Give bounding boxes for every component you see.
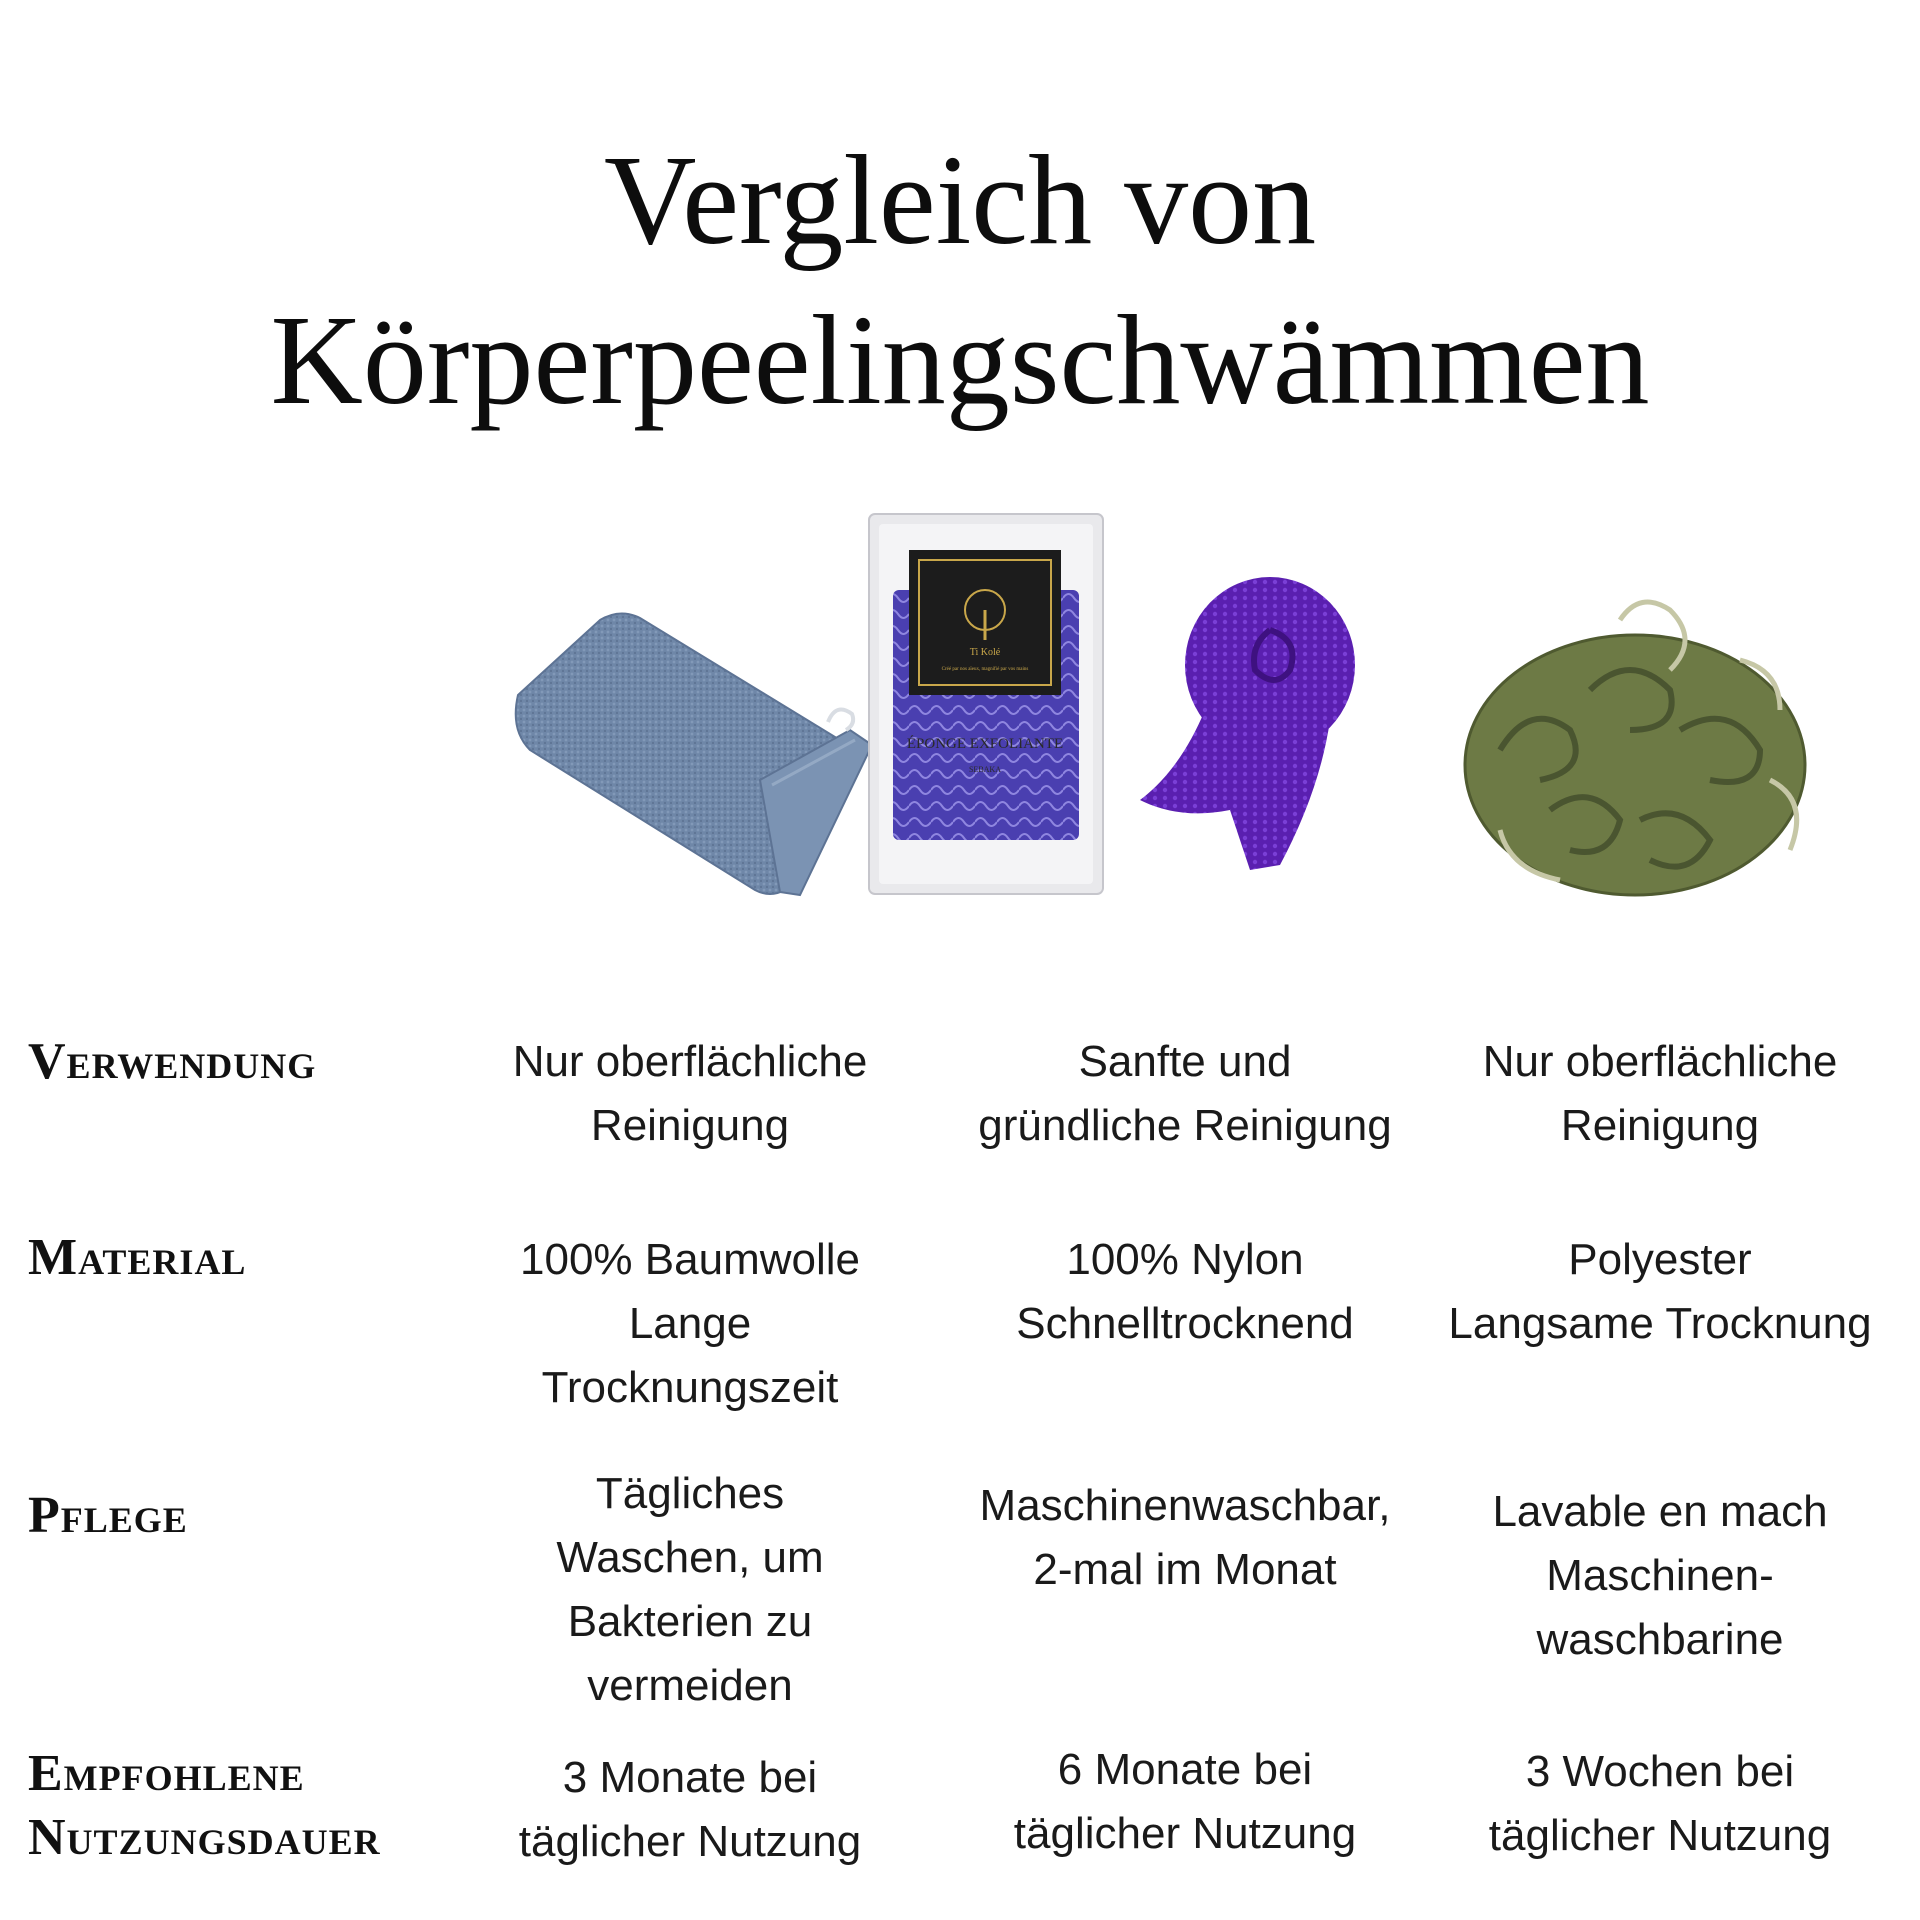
cell-pflege-puff: Lavable en mach Maschinen- waschbarine	[1492, 1487, 1828, 1664]
row-label-pflege: Pflege	[28, 1487, 188, 1544]
cell-verwendung-mitt: Nur oberflächliche Reinigung	[512, 1037, 868, 1150]
cell-material-mitt: 100% Baumwolle Lange Trocknungszeit	[520, 1235, 860, 1412]
cell-dauer-mitt: 3 Monate bei täglicher Nutzung	[518, 1753, 862, 1866]
purple-nylon-net-image	[1120, 570, 1370, 880]
cell-pflege-nylon: Maschinenwaschbar, 2-mal im Monat	[979, 1481, 1391, 1594]
page-title	[0, 120, 1920, 440]
cell-material-puff: Polyester Langsame Trocknung	[1448, 1235, 1872, 1348]
cell-pflege-mitt: Tägliches Waschen, um Bakterien zu vermeiden	[556, 1469, 824, 1710]
cell-material-nylon: 100% Nylon Schnelltrocknend	[1016, 1235, 1354, 1348]
cell-verwendung-puff: Nur oberflächliche Reinigung	[1482, 1037, 1838, 1150]
row-label-material: Material	[28, 1229, 247, 1286]
row-label-nutzungsdauer: Empfohlene Nutzungsdauer	[28, 1745, 381, 1866]
cell-verwendung-nylon: Sanfte und gründliche Reinigung	[978, 1037, 1392, 1150]
cell-dauer-nylon: 6 Monate bei täglicher Nutzung	[1013, 1745, 1357, 1858]
bath-puff-image	[1440, 580, 1830, 920]
cell-dauer-puff: 3 Wochen bei täglicher Nutzung	[1488, 1747, 1832, 1860]
brand-text: Ti Kolé	[969, 647, 1001, 658]
brand-tagline: Créé par nos aïeux, magnifié par vos mains	[941, 667, 1029, 672]
title-line-2: Körperpeelingschwämmen	[270, 289, 1650, 431]
row-label-verwendung: Verwendung	[28, 1033, 317, 1090]
pack-sublabel: SEBAKA	[968, 765, 1002, 774]
pack-label: ÉPONGE EXFOLIANTE	[906, 736, 1064, 752]
title-line-1: Vergleich von	[603, 129, 1317, 271]
wash-mitt-image	[510, 600, 880, 900]
